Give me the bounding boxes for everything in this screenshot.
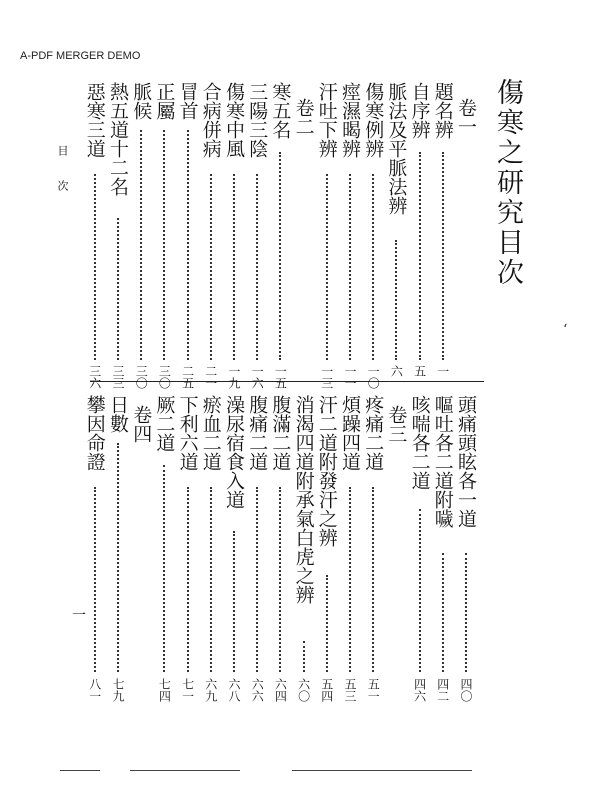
toc-entry-title: 惡寒三道 (83, 82, 106, 158)
toc-leader-dots (465, 553, 467, 672)
toc-leader-dots (442, 152, 444, 360)
toc-leader-dots (210, 174, 212, 360)
watermark: A-PDF MERGER DEMO (20, 50, 141, 62)
toc-page-number: 一一 (343, 365, 357, 389)
toc-leader-dots (233, 174, 235, 360)
toc-entry-title: 嘔吐各二道附噦 (431, 395, 454, 528)
toc-page-number: 二一 (203, 365, 218, 389)
toc-page-number: 三六 (87, 365, 102, 389)
toc-leader-dots (187, 487, 189, 672)
toc-leader-dots (349, 487, 351, 672)
toc-leader-dots (94, 174, 96, 360)
stray-mark: ʻ (563, 322, 568, 338)
toc-leader-dots (187, 130, 189, 360)
toc-leader-dots (326, 174, 328, 360)
toc-page-number: 七四 (157, 678, 172, 702)
toc-page-number: 六四 (273, 678, 288, 702)
toc-entry-title: 下利六道 (176, 395, 199, 471)
toc-entry-title: 咳喘各二道 (408, 395, 431, 490)
toc-entry-title: 厥二道 (153, 395, 176, 452)
toc-leader-dots (372, 487, 374, 672)
bottom-rule (292, 770, 472, 771)
toc-leader-dots (117, 443, 119, 672)
toc-leader-dots (303, 641, 305, 672)
running-head: 目次 (56, 145, 69, 215)
toc-page-number: 二五 (180, 365, 195, 389)
toc-page-number: 四二 (435, 678, 450, 702)
toc-leader-dots (372, 174, 374, 360)
toc-page-number: 五四 (319, 678, 334, 702)
toc-page-number: 七九 (111, 678, 125, 702)
toc-entry-title: 傷寒例辨 (362, 82, 385, 158)
bottom-rule (130, 770, 240, 771)
page-folio: 一 (72, 608, 86, 624)
toc-entry-title: 三陽三陰 (246, 82, 269, 158)
toc-volume-heading: 卷二 (292, 98, 315, 136)
toc-page-number: 一五 (273, 365, 288, 389)
toc-leader-dots (279, 487, 281, 672)
toc-leader-dots (419, 509, 421, 672)
toc-page-number: 四六 (412, 678, 427, 702)
toc-leader-dots (233, 531, 235, 672)
toc-entry-title: 自序辨 (408, 82, 431, 139)
toc-entry-title: 腹痛二道 (246, 395, 269, 471)
toc-entry-title: 脈候 (130, 82, 153, 120)
toc-leader-dots (349, 174, 351, 360)
toc-entry-title: 脈法及平脈法辨 (385, 82, 408, 215)
toc-entry-title: 正屬 (153, 82, 176, 120)
toc-entry-title: 汗二道附發汗之辨 (315, 395, 338, 547)
toc-page-number: 六九 (203, 678, 218, 702)
toc-page-number: 六〇 (296, 678, 311, 702)
toc-leader-dots (140, 130, 142, 360)
toc-entry-title: 日數 (107, 395, 129, 433)
toc-page-number: 一〇 (366, 365, 381, 389)
toc-entry-title: 熱五道十二名 (107, 82, 129, 196)
toc-leader-dots (279, 152, 281, 360)
toc-entry-title: 煩躁四道 (339, 395, 361, 471)
toc-leader-dots (256, 487, 258, 672)
toc-page-number: 七一 (180, 678, 195, 702)
toc-leader-dots (163, 130, 165, 360)
toc-leader-dots (326, 575, 328, 672)
toc-page-number: 六八 (227, 678, 241, 702)
toc-leader-dots (210, 487, 212, 672)
toc-entry-title: 腹滿二道 (269, 395, 292, 471)
toc-entry-title: 疼痛二道 (362, 395, 385, 471)
toc-page-number: 八一 (87, 678, 102, 702)
toc-page-number: 三〇 (134, 365, 149, 389)
toc-leader-dots (419, 152, 421, 360)
toc-volume-heading: 卷一 (455, 98, 477, 136)
toc-entry-title: 寒五名 (269, 82, 292, 139)
toc-page-number: 五一 (366, 678, 381, 702)
toc-page-number: 一六 (250, 365, 265, 389)
toc-entry-title: 痙濕暍辨 (339, 82, 361, 158)
toc-leader-dots (163, 465, 165, 672)
toc-entry-title: 瘀血二道 (199, 395, 222, 471)
toc-entry-title: 合病併病 (199, 82, 222, 158)
toc-entry-title: 頭痛頭眩各一道 (455, 395, 477, 528)
toc-page-number: 六六 (250, 678, 265, 702)
toc-volume-heading: 卷三 (385, 405, 408, 443)
toc-page-number: 三〇 (157, 365, 172, 389)
toc-entry-title: 傷寒中風 (223, 82, 245, 158)
toc-entry-title: 題名辨 (431, 82, 454, 139)
bottom-rule (60, 770, 100, 771)
toc-entry-title: 澡尿宿食入道 (223, 395, 245, 509)
toc-volume-heading: 卷四 (130, 405, 153, 443)
toc-entry-title: 汗吐下辨 (315, 82, 338, 158)
page-title: 傷寒之研究目次 (492, 78, 523, 288)
toc-page-number: 三三 (111, 365, 125, 389)
toc-entry-title: 消渴四道附承氣白虎之辨 (292, 395, 315, 604)
toc-page-number: 六 (389, 365, 404, 377)
toc-page-number: 一 (435, 365, 450, 377)
toc-page-number: 一三 (319, 365, 334, 389)
toc-leader-dots (395, 240, 397, 360)
toc-leader-dots (256, 174, 258, 360)
toc-leader-dots (117, 218, 119, 360)
toc-page-number: 四〇 (459, 678, 473, 702)
toc-page-number: 一九 (227, 365, 241, 389)
toc-leader-dots (94, 487, 96, 672)
toc-page-number: 五 (412, 365, 427, 377)
toc-leader-dots (442, 553, 444, 672)
toc-entry-title: 攀因命證 (83, 395, 106, 471)
toc-page-number: 五三 (343, 678, 357, 702)
toc-entry-title: 冒首 (176, 82, 199, 120)
